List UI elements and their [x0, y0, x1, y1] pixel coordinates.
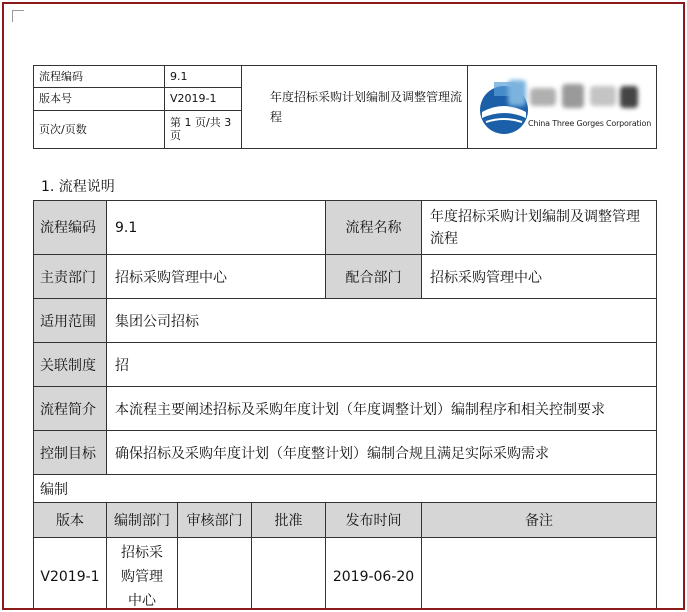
hdr-page-value: 第 1 页/共 3 页: [165, 110, 242, 148]
col-version: 版本: [34, 503, 107, 538]
row-review-dept: [178, 538, 252, 611]
row-remarks: [422, 538, 657, 611]
ctg-logo-icon: [468, 66, 656, 148]
hdr-page-label: 页次/页数: [34, 110, 165, 148]
related-value: 招: [107, 343, 657, 387]
summary-label: 流程简介: [34, 387, 107, 431]
document-page: [2, 2, 685, 610]
owner-label: 主责部门: [34, 255, 107, 299]
compile-label: 编制: [34, 475, 657, 503]
col-publish-date: 发布时间: [326, 503, 422, 538]
code-label: 流程编码: [34, 201, 107, 255]
row-author-dept: 招标采购管理中心: [107, 538, 178, 611]
hdr-logo-cell: [468, 66, 657, 149]
logo-text: China Three Gorges Corporation: [528, 119, 652, 128]
scope-label: 适用范围: [34, 299, 107, 343]
header-table: [33, 65, 657, 149]
related-label: 关联制度: [34, 343, 107, 387]
hdr-version-label: 版本号: [34, 88, 165, 110]
row-version: V2019-1: [34, 538, 107, 611]
col-remarks: 备注: [422, 503, 657, 538]
owner-value: 招标采购管理中心: [107, 255, 326, 299]
hdr-code-label: 流程编码: [34, 66, 165, 88]
target-value: 确保招标及采购年度计划（年度整计划）编制合规且满足实际采购需求: [107, 431, 657, 475]
hdr-version-value: V2019-1: [165, 88, 242, 110]
row-approve: [252, 538, 326, 611]
col-review-dept: 审核部门: [178, 503, 252, 538]
coop-value: 招标采购管理中心: [422, 255, 657, 299]
name-label: 流程名称: [326, 201, 422, 255]
scope-value: 集团公司招标: [107, 299, 657, 343]
target-label: 控制目标: [34, 431, 107, 475]
code-value: 9.1: [107, 201, 326, 255]
compile-header-row: [34, 503, 657, 538]
col-author-dept: 编制部门: [107, 503, 178, 538]
process-info-table: [33, 200, 657, 610]
row-publish-date: 2019-06-20: [326, 538, 422, 611]
name-value: 年度招标采购计划编制及调整管理流程: [422, 201, 657, 255]
table-row: [34, 538, 657, 611]
summary-value: 本流程主要阐述招标及采购年度计划（年度调整计划）编制程序和相关控制要求: [107, 387, 657, 431]
hdr-code-value: 9.1: [165, 66, 242, 88]
page-corner-mark: [12, 10, 24, 22]
coop-label: 配合部门: [326, 255, 422, 299]
hdr-doc-title: 年度招标采购计划编制及调整管理流程: [242, 66, 468, 149]
section-title: 1. 流程说明: [41, 179, 115, 195]
col-approve: 批准: [252, 503, 326, 538]
